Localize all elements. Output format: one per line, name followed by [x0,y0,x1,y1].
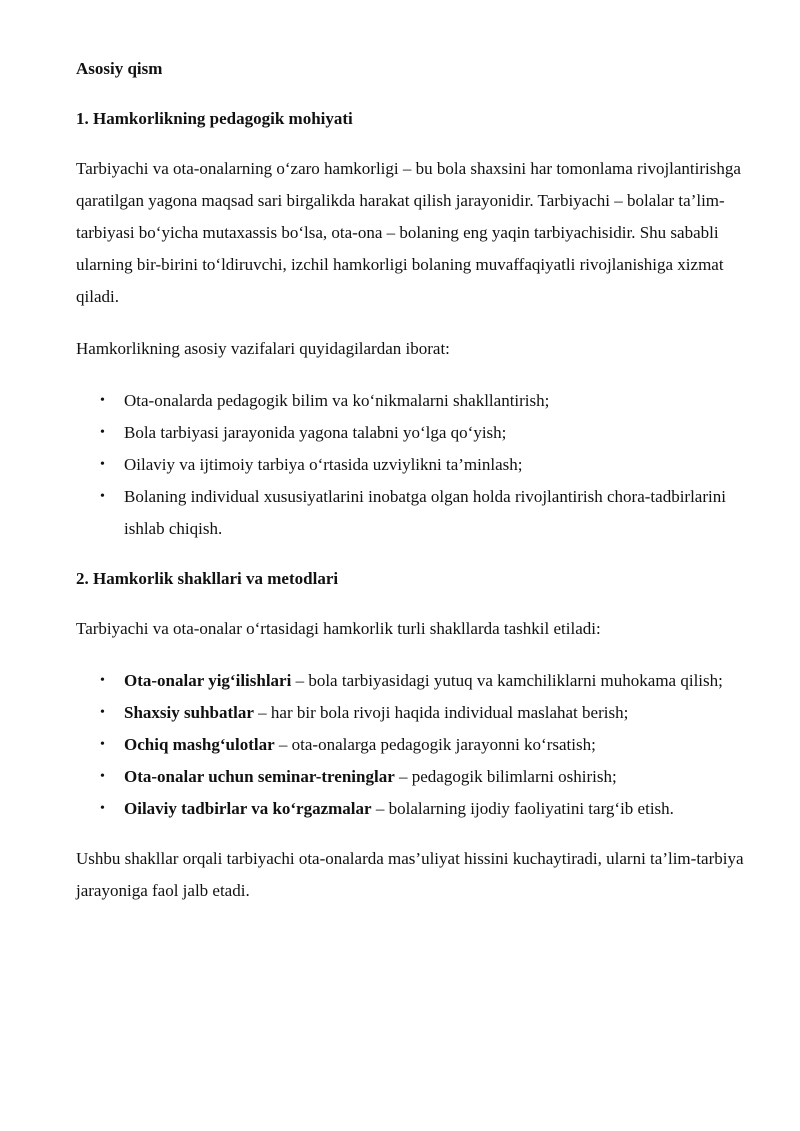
section-title: Asosiy qism [76,59,163,78]
list-item-desc: – bola tarbiyasidagi yutuq va kamchiliklarni muhokama qilish; [291,671,723,690]
list-item-term: Ota-onalar uchun seminar-treninglar [124,767,395,786]
document-page [76,53,746,927]
bullet-icon: • [100,489,105,504]
section2-paragraph-2: Ushbu shakllar orqali tarbiyachi ota-onalarda mas’uliyat hissini kuchaytiradi, ularni ta’lim-tarbiya jarayoniga faol jalb etadi. [76,849,744,900]
list-item [76,665,746,697]
list-item-desc: – bolalarning ijodiy faoliyatini targ‘ib etish. [371,799,674,818]
list-item-term: Shaxsiy suhbatlar [124,703,254,722]
bullet-icon: • [100,673,105,688]
list-item [76,761,746,793]
list-item-text: Bola tarbiyasi jarayonida yagona talabni yo‘lga qo‘yish; [124,423,507,442]
list-item-term: Ota-onalar yig‘ilishlari [124,671,292,690]
bullet-icon: • [100,393,105,408]
bullet-icon: • [100,705,105,720]
bullet-icon: • [100,737,105,752]
list-item [76,449,746,481]
list-item-text: Bolaning individual xususiyatlarini inobatga olgan holda rivojlantirish chora-tadbirlarini ishlab chiqish. [124,487,726,538]
section2-paragraph-1: Tarbiyachi va ota-onalar o‘rtasidagi hamkorlik turli shakllarda tashkil etiladi: [76,619,601,638]
list-item [76,481,746,545]
bullet-icon: • [100,457,105,472]
list-item-desc: – pedagogik bilimlarni oshirish; [394,767,617,786]
list-item [76,385,746,417]
list-item [76,697,746,729]
bullet-icon: • [100,769,105,784]
list-item [76,417,746,449]
list-item-text: Oilaviy va ijtimoiy tarbiya o‘rtasida uzviylikni ta’minlash; [124,455,523,474]
list-item-desc: – har bir bola rivoji haqida individual maslahat berish; [253,703,629,722]
section1-bullet-list [76,385,746,545]
list-item-term: Ochiq mashg‘ulotlar [124,735,275,754]
section2-bullet-list [76,665,746,825]
section1-heading: 1. Hamkorlikning pedagogik mohiyati [76,109,353,128]
section2-heading: 2. Hamkorlik shakllari va metodlari [76,569,339,588]
list-item-desc: – ota-onalarga pedagogik jarayonni ko‘rsatish; [274,735,596,754]
section1-paragraph-1: Tarbiyachi va ota-onalarning o‘zaro hamkorligi – bu bola shaxsini har tomonlama rivojlantirishga qaratilgan yagona maqsad sari birgalikda harakat qilish jarayonidir. Tarbiyachi – bolalar ta’lim-tarbiyasi bo‘yicha mutaxassis bo‘lsa, ota-ona – bolaning eng yaqin tarbiyachisidir. Shu sababli ularning bir-birini to‘ldiruvchi, izchil hamkorligi bolaning muvaffaqiyatli rivojlanishiga xizmat qiladi. [76,159,741,306]
list-item [76,729,746,761]
list-item [76,793,746,825]
section1-paragraph-2: Hamkorlikning asosiy vazifalari quyidagilardan iborat: [76,339,450,358]
list-item-term: Oilaviy tadbirlar va ko‘rgazmalar [124,799,372,818]
bullet-icon: • [100,801,105,816]
bullet-icon: • [100,425,105,440]
list-item-text: Ota-onalarda pedagogik bilim va ko‘nikmalarni shakllantirish; [124,391,550,410]
